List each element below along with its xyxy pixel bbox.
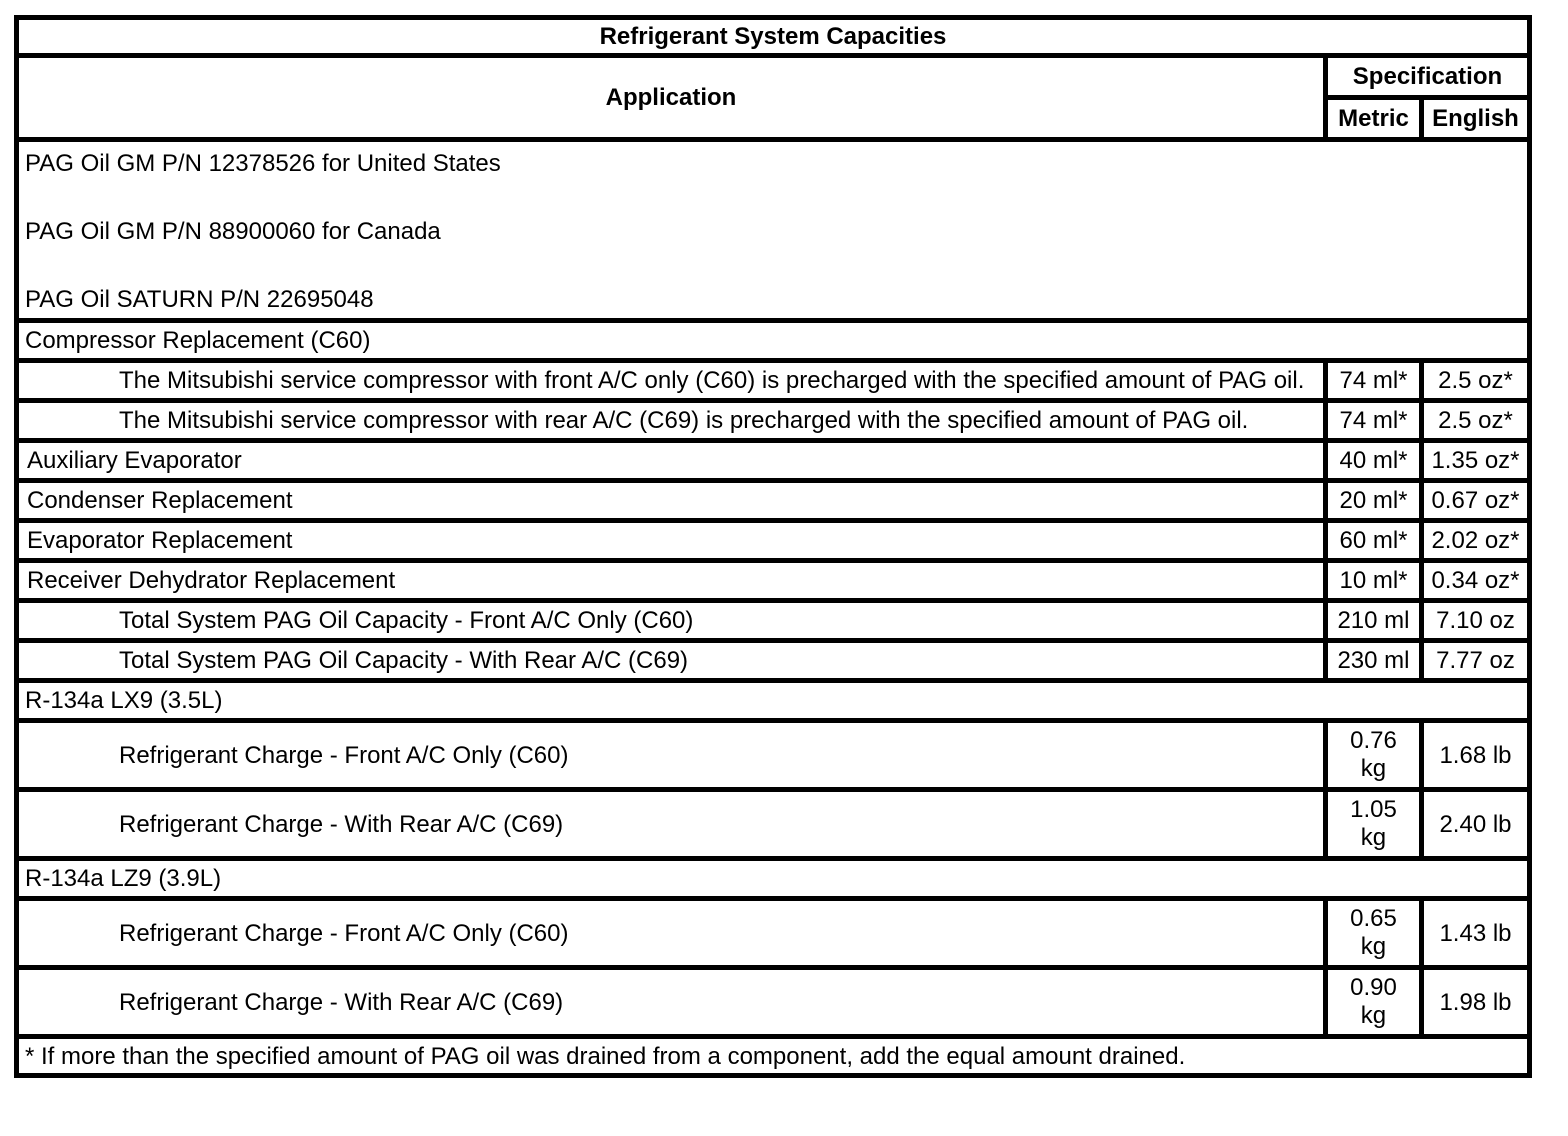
pag-oil-line-canada: PAG Oil GM P/N 88900060 for Canada — [25, 218, 441, 245]
metric-value-cell: 60 ml* — [1325, 521, 1421, 561]
header-row — [17, 56, 1530, 98]
table-row — [17, 361, 1530, 401]
table-row — [17, 790, 1530, 859]
section-cell: R-134a LZ9 (3.9L) — [17, 859, 1530, 899]
metric-value-cell: 74 ml* — [1325, 361, 1421, 401]
application-cell: Refrigerant Charge - With Rear A/C (C69) — [17, 790, 1326, 859]
section-cell: R-134a LX9 (3.5L) — [17, 681, 1530, 721]
table-row — [17, 601, 1530, 641]
english-value-cell: 1.68 lb — [1421, 721, 1529, 790]
section-cell: Compressor Replacement (C60) — [17, 321, 1530, 361]
metric-value-cell: 20 ml* — [1325, 481, 1421, 521]
metric-value-cell: 40 ml* — [1325, 441, 1421, 481]
table-footer — [17, 1037, 1530, 1076]
metric-value-cell: 0.90 kg — [1325, 968, 1421, 1037]
metric-value-cell: 230 ml — [1325, 641, 1421, 681]
application-cell: Total System PAG Oil Capacity - Front A/C Only (C60) — [17, 601, 1326, 641]
footnote: * If more than the specified amount of PAG oil was drained from a component, add the equal amount drained. — [17, 1037, 1530, 1076]
section-row — [17, 321, 1530, 361]
application-cell: Condenser Replacement — [17, 481, 1326, 521]
english-value-cell: 0.67 oz* — [1421, 481, 1529, 521]
specification-header: Specification — [1325, 56, 1529, 98]
english-value-cell: 0.34 oz* — [1421, 561, 1529, 601]
metric-value-cell: 74 ml* — [1325, 401, 1421, 441]
table-row — [17, 401, 1530, 441]
application-header: Application — [17, 56, 1326, 140]
application-cell: Refrigerant Charge - Front A/C Only (C60) — [17, 721, 1326, 790]
english-value-cell: 7.77 oz — [1421, 641, 1529, 681]
english-value-cell: 1.35 oz* — [1421, 441, 1529, 481]
table-row — [17, 481, 1530, 521]
english-value-cell: 1.98 lb — [1421, 968, 1529, 1037]
metric-value-cell: 1.05 kg — [1325, 790, 1421, 859]
pag-oil-row — [17, 140, 1530, 321]
section-row — [17, 681, 1530, 721]
metric-value-cell: 10 ml* — [1325, 561, 1421, 601]
table-row — [17, 441, 1530, 481]
application-cell: Refrigerant Charge - With Rear A/C (C69) — [17, 968, 1326, 1037]
table-row — [17, 561, 1530, 601]
metric-value-cell: 210 ml — [1325, 601, 1421, 641]
pag-oil-cell — [17, 140, 1530, 321]
table-header — [17, 18, 1530, 140]
english-value-cell: 2.5 oz* — [1421, 361, 1529, 401]
application-cell: Receiver Dehydrator Replacement — [17, 561, 1326, 601]
table-row — [17, 641, 1530, 681]
table-row — [17, 899, 1530, 968]
table-row — [17, 721, 1530, 790]
table-body — [17, 140, 1530, 1037]
table-row — [17, 521, 1530, 561]
application-cell: Refrigerant Charge - Front A/C Only (C60) — [17, 899, 1326, 968]
table-row — [17, 968, 1530, 1037]
pag-oil-line-us: PAG Oil GM P/N 12378526 for United States — [25, 150, 501, 177]
application-cell: Evaporator Replacement — [17, 521, 1326, 561]
metric-value-cell: 0.76 kg — [1325, 721, 1421, 790]
section-row — [17, 859, 1530, 899]
application-cell: Total System PAG Oil Capacity - With Rear A/C (C69) — [17, 641, 1326, 681]
table-title: Refrigerant System Capacities — [17, 18, 1530, 56]
english-value-cell: 7.10 oz — [1421, 601, 1529, 641]
footnote-row — [17, 1037, 1530, 1076]
refrigerant-capacities-table — [14, 15, 1532, 1078]
english-header: English — [1421, 98, 1529, 140]
english-value-cell: 2.40 lb — [1421, 790, 1529, 859]
metric-header: Metric — [1325, 98, 1421, 140]
english-value-cell: 2.02 oz* — [1421, 521, 1529, 561]
metric-value-cell: 0.65 kg — [1325, 899, 1421, 968]
english-value-cell: 2.5 oz* — [1421, 401, 1529, 441]
english-value-cell: 1.43 lb — [1421, 899, 1529, 968]
pag-oil-line-saturn: PAG Oil SATURN P/N 22695048 — [25, 286, 374, 313]
application-cell: Auxiliary Evaporator — [17, 441, 1326, 481]
application-cell: The Mitsubishi service compressor with rear A/C (C69) is precharged with the specified amount of PAG oil. — [17, 401, 1326, 441]
title-row — [17, 18, 1530, 56]
application-cell: The Mitsubishi service compressor with front A/C only (C60) is precharged with the specified amount of PAG oil. — [17, 361, 1326, 401]
